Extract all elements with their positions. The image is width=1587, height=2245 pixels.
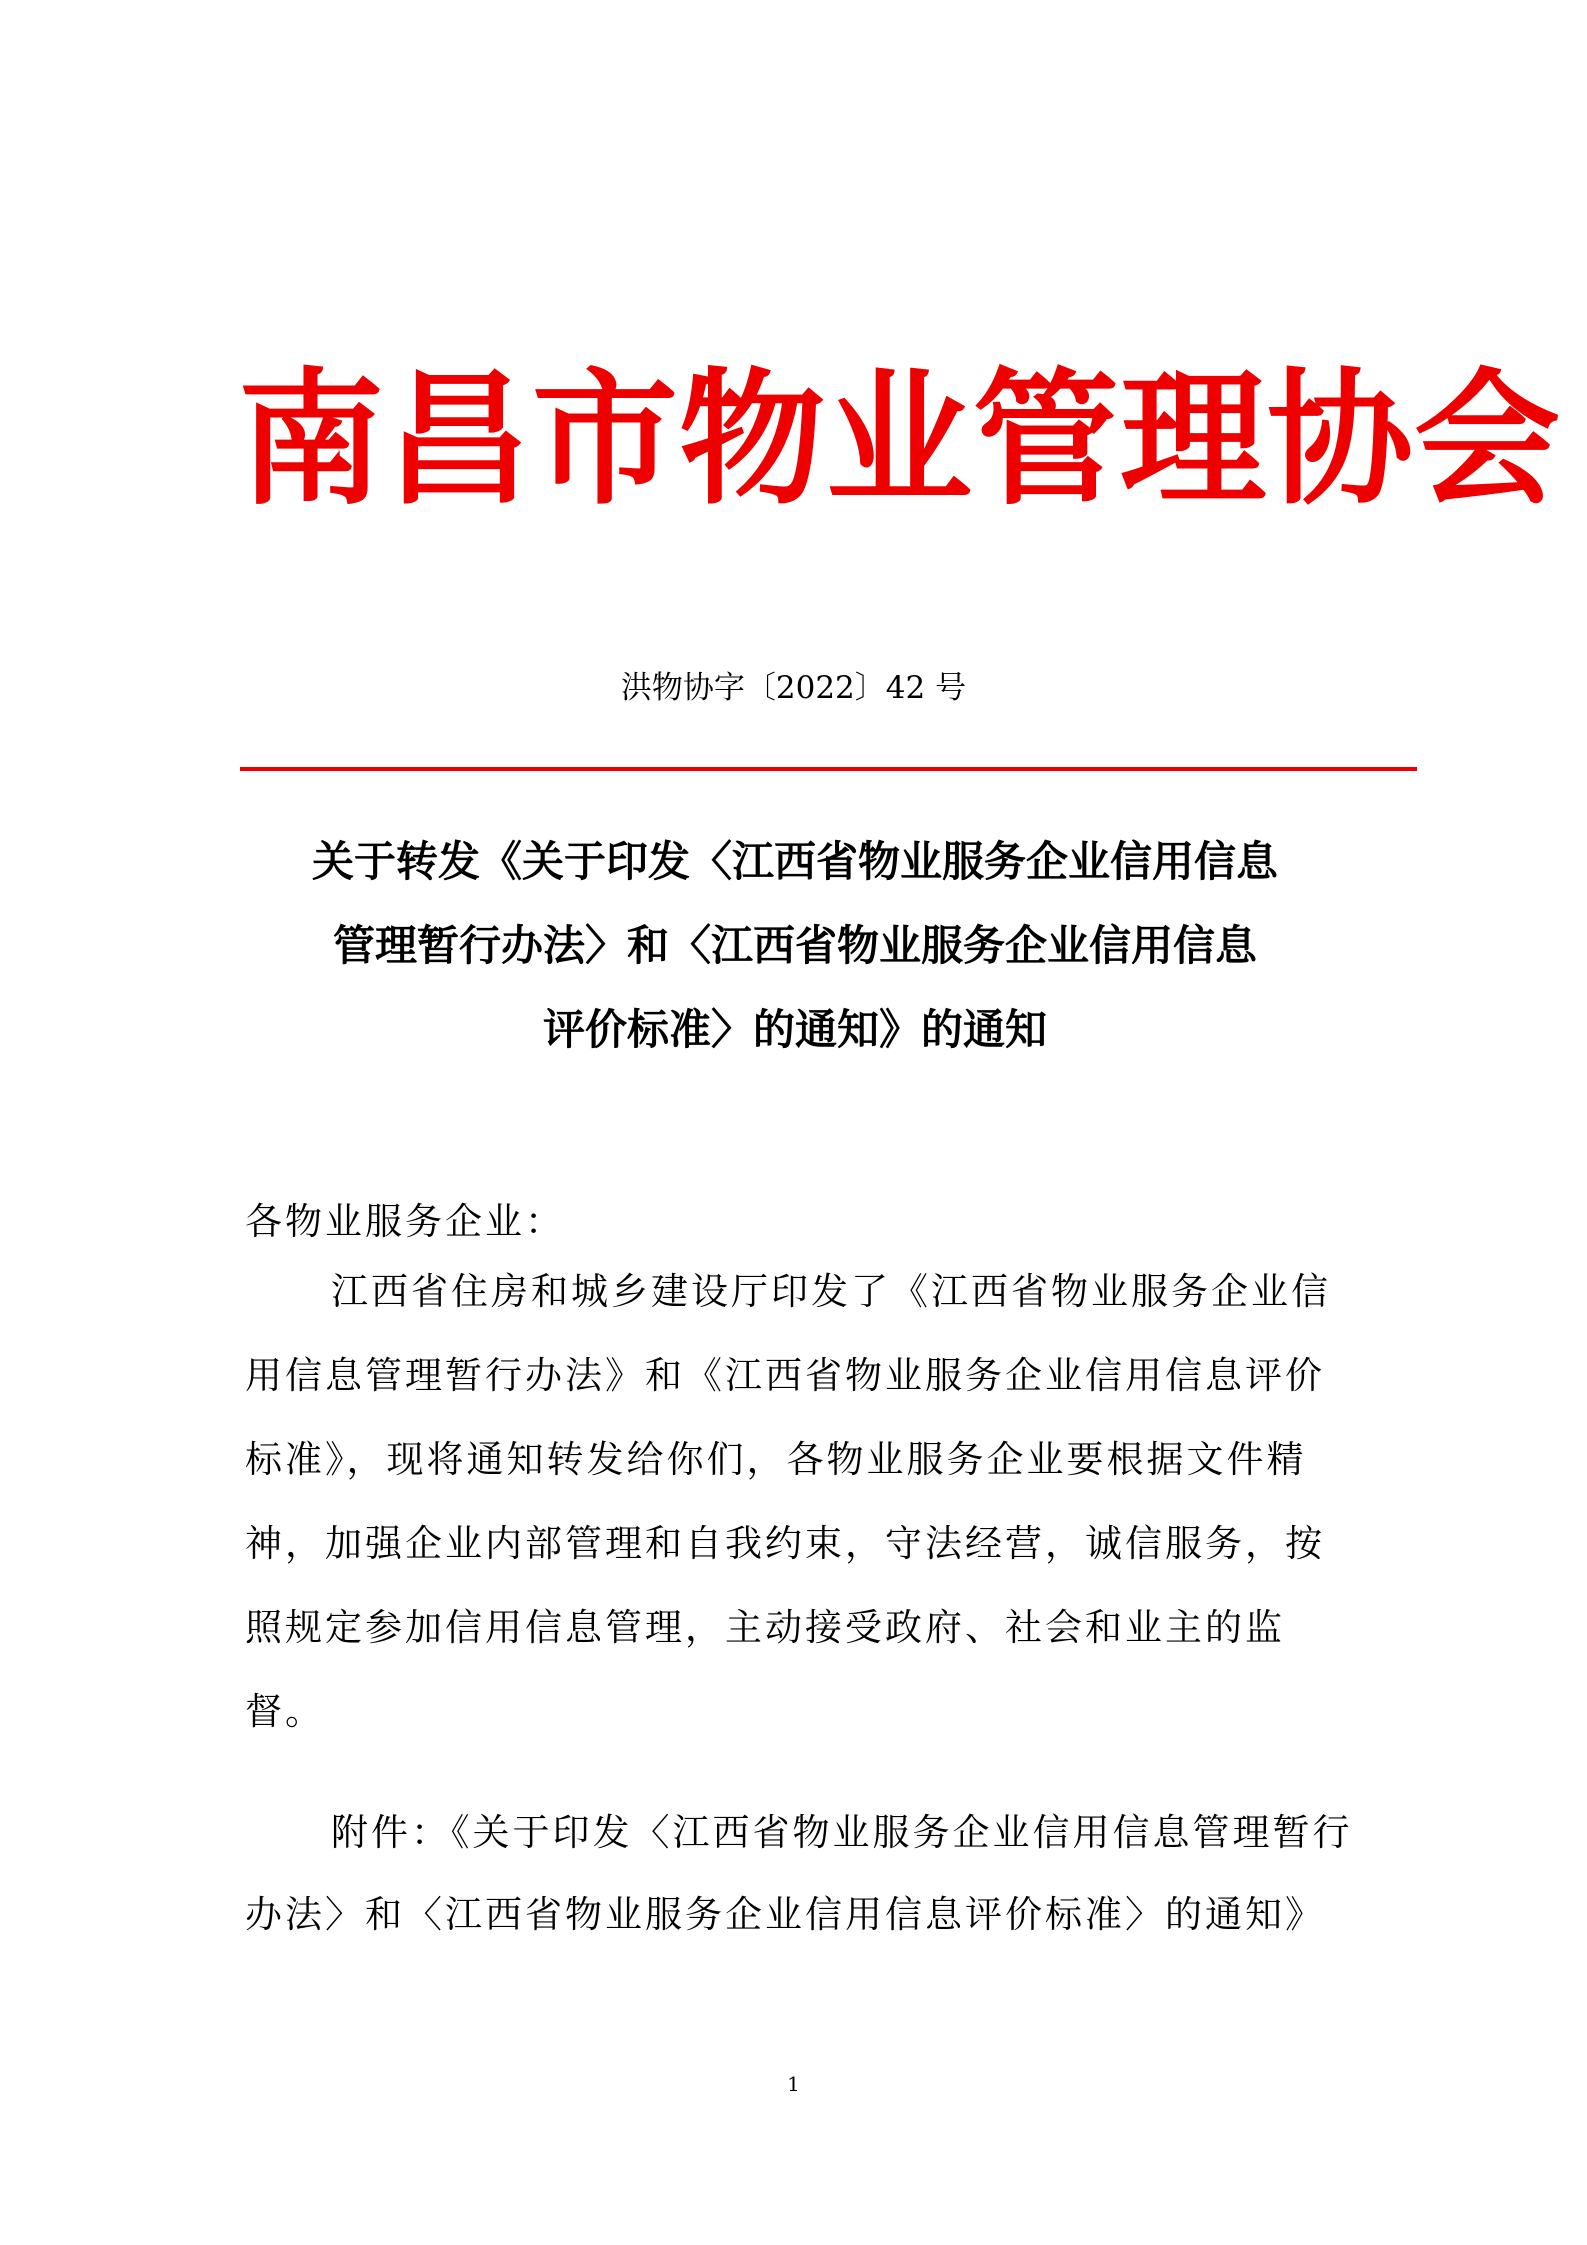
title-line-2: 管理暂行办法〉和〈江西省物业服务企业信用信息 [332, 921, 1257, 970]
document-number: 洪物协字〔2022〕42 号 [620, 670, 967, 706]
title-line-1: 关于转发《关于印发〈江西省物业服务企业信用信息 [311, 837, 1278, 886]
title-line-3: 评价标准〉的通知》的通知 [542, 1005, 1047, 1054]
red-divider-line [240, 767, 1417, 771]
salutation: 各物业服务企业： [245, 1200, 565, 1243]
body-paragraph: 江西省住房和城乡建设厅印发了《江西省物业服务企业信用信息管理暂行办法》和《江西省物业服务企业信用信息评价标准》，现将通知转发给你们，各物业服务企业要根据文件精神，加强企业内部管理和自我约束，守法经营，诚信服务，按照规定参加信用信息管理，主动接受政府、社会和业主的监督。 [245, 1270, 1331, 1733]
document-title [200, 820, 1390, 1072]
page-number: 1 [787, 2072, 800, 2096]
attachment-note: 附件：《关于印发〈江西省物业服务企业信用信息管理暂行办法〉和〈江西省物业服务企业信用信息评价标准〉的通知》 [245, 1811, 1353, 1936]
document-header-org-name: 南昌市物业管理协会 [238, 355, 1561, 525]
